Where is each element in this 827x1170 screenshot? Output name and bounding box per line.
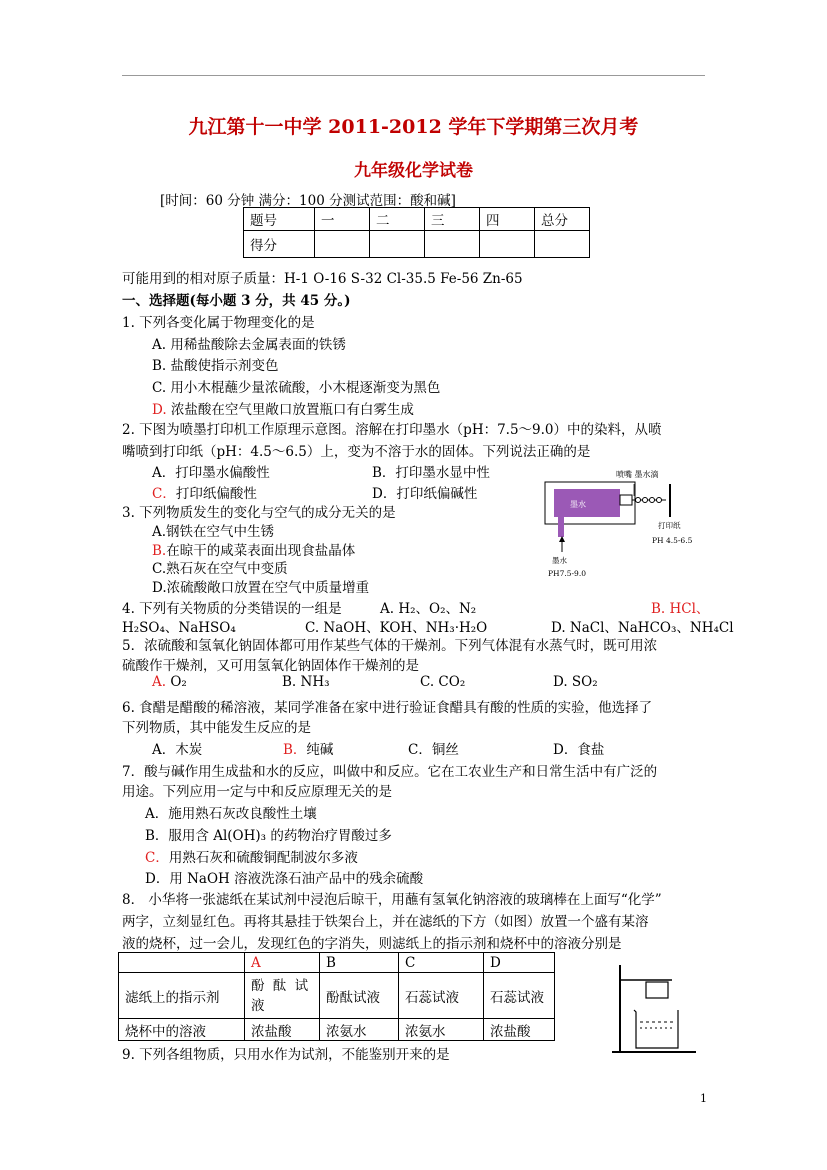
ans-cell: 酚酞试液 — [320, 973, 399, 1019]
score-header: 四 — [480, 208, 535, 231]
score-header: 一 — [315, 208, 370, 231]
nozzle-label: 喷嘴 墨水滴 — [616, 470, 659, 479]
exam-info: [时间：60 分钟 满分：100 分测试范围：酸和碱] — [160, 193, 456, 209]
q2-option-c-text: 打印纸偏酸性 — [175, 486, 257, 502]
ans-cell: 浓氨水 — [320, 1019, 399, 1041]
q1-option-d — [152, 398, 414, 418]
score-header: 三 — [425, 208, 480, 231]
q7-option-d: D．用 NaOH 溶液洗涤石油产品中的残余硫酸 — [145, 871, 424, 887]
q4-option-b: B. HCl、 — [651, 601, 710, 617]
iron-stand-icon — [612, 965, 696, 1052]
q2-stem-line2: 嘴喷到打印纸（pH：4.5～6.5）上，变为不溶于水的固体。下列说法正确的是 — [122, 444, 591, 460]
q3-option-a: A.钢铁在空气中生锈 — [152, 524, 275, 540]
q3-option-b-text: 在晾干的咸菜表面出现食盐晶体 — [166, 543, 356, 559]
q2-option-c — [152, 482, 257, 502]
q5-option-d: D. SO₂ — [553, 674, 598, 690]
q4-option-c: C. NaOH、KOH、NH₃·H₂O — [305, 620, 488, 636]
page-number: 1 — [700, 1092, 707, 1105]
exam-subtitle: 九年级化学试卷 — [354, 161, 473, 181]
q2-stem-line1: 2. 下图为喷墨打印机工作原理示意图。溶解在打印墨水（pH：7.5～9.0）中的染料，从喷 — [122, 422, 662, 438]
q6-option-b-text: 纯碱 — [306, 742, 334, 758]
ans-header — [119, 953, 245, 973]
ans-header: D — [484, 953, 555, 973]
score-cell[interactable] — [425, 231, 480, 258]
score-cell[interactable] — [535, 231, 590, 258]
ans-cell: 石蕊试液 — [484, 973, 555, 1019]
paper-label: 打印纸 — [658, 521, 681, 530]
ans-header: C — [399, 953, 484, 973]
q3-stem: 3. 下列物质发生的变化与空气的成分无关的是 — [122, 505, 396, 521]
filter-paper-icon — [646, 982, 668, 998]
iron-stand-diagram — [606, 960, 701, 1055]
q1-option-c: C. 用小木棍蘸少量浓硫酸，小木棍逐渐变为黑色 — [152, 380, 441, 396]
q7-stem-line1: 7．酸与碱作用生成盐和水的反应，叫做中和反应。它在工农业生产和日常生活中有广泛的 — [122, 764, 658, 780]
ans-cell: 石蕊试液 — [399, 973, 484, 1019]
atomic-masses: 可能用到的相对原子质量：H-1 O-16 S-32 Cl-35.5 Fe-56 Zn-65 — [122, 271, 523, 287]
header-rule — [122, 75, 705, 76]
q8-stem-line1: 8． 小华将一张滤纸在某试剂中浸泡后晾干，用蘸有氢氧化钠溶液的玻璃棒在上面写“化学” — [122, 892, 662, 908]
answer-mark: C． — [152, 486, 176, 502]
q4-option-a: A. H₂、O₂、N₂ — [380, 601, 477, 617]
q5-option-c: C. CO₂ — [420, 674, 466, 690]
score-header: 题号 — [244, 208, 315, 231]
q5-option-a-text: O₂ — [166, 674, 187, 690]
beaker-icon — [634, 1010, 678, 1048]
q8-stem-line2: 两字，立刻显红色。再将其悬挂于铁架台上，并在滤纸的下方（如图）放置一个盛有某溶 — [122, 914, 649, 930]
q7-option-a: A．施用熟石灰改良酸性土壤 — [145, 806, 317, 822]
q1-option-d-text: 浓盐酸在空气里敞口放置瓶口有白雾生成 — [166, 402, 414, 418]
ink-ph-label: PH7.5-9.0 — [548, 569, 586, 578]
score-cell[interactable] — [315, 231, 370, 258]
q1-stem: 1. 下列各变化属于物理变化的是 — [122, 315, 315, 331]
q8-stem-line3: 液的烧杯，过一会儿，发现红色的字消失，则滤纸上的指示剂和烧杯中的溶液分别是 — [122, 936, 622, 952]
ans-cell: 酚 酞 试液 — [245, 973, 320, 1019]
q3-option-d: D.浓硫酸敞口放置在空气中质量增重 — [152, 580, 370, 596]
q7-stem-line2: 用途。下列应用一定与中和反应原理无关的是 — [122, 784, 392, 800]
q1-option-a: A. 用稀盐酸除去金属表面的铁锈 — [152, 337, 346, 353]
score-row-label: 得分 — [244, 231, 315, 258]
q5-stem-line1: 5．浓硫酸和氢氧化钠固体都可用作某些气体的干燥剂。下列气体混有水蒸气时，既可用浓 — [122, 638, 658, 654]
printer-diagram — [540, 462, 710, 582]
q5-option-b: B. NH₃ — [282, 674, 330, 690]
q3-option-c: C.熟石灰在空气中变质 — [152, 561, 288, 577]
q4-option-d: D. NaCl、NaHCO₃、NH₄Cl — [551, 620, 734, 636]
q5-option-a — [152, 674, 187, 690]
ans-header: B — [320, 953, 399, 973]
ans-cell: 浓盐酸 — [245, 1019, 320, 1041]
exam-title: 九江第十一中学 2011-2012 学年下学期第三次月考 — [188, 116, 639, 138]
ink-drops-icon — [632, 498, 666, 503]
score-cell[interactable] — [370, 231, 425, 258]
q4-stem: 4. 下列有关物质的分类错误的一组是 — [122, 601, 342, 617]
answer-mark: B. — [152, 543, 167, 559]
ans-cell: 浓盐酸 — [484, 1019, 555, 1041]
q6-option-a: A．木炭 — [152, 742, 203, 758]
q7-option-c-text: 用熟石灰和硫酸铜配制波尔多液 — [168, 850, 358, 866]
ans-cell: 浓氨水 — [399, 1019, 484, 1041]
section-heading: 一、选择题(每小题 3 分，共 45 分。) — [122, 293, 351, 309]
q6-option-d: D．食盐 — [553, 742, 605, 758]
answer-mark: A. — [152, 674, 167, 690]
score-cell[interactable] — [480, 231, 535, 258]
q2-option-a: A．打印墨水偏酸性 — [152, 465, 270, 481]
q7-option-c — [145, 846, 358, 866]
ink-label: 墨水 — [570, 500, 586, 509]
q2-option-d: D．打印纸偏碱性 — [372, 486, 478, 502]
answer-mark: D. — [152, 402, 167, 418]
score-header: 二 — [370, 208, 425, 231]
ans-header: A — [245, 953, 320, 973]
q8-answer-table — [118, 952, 555, 1041]
score-table — [243, 207, 590, 258]
q1-option-b: B. 盐酸使指示剂变色 — [152, 358, 279, 374]
q6-option-c: C．铜丝 — [408, 742, 459, 758]
score-header: 总分 — [535, 208, 590, 231]
answer-mark: C． — [145, 850, 169, 866]
q3-option-b — [152, 539, 355, 559]
q6-stem-line1: 6. 食醋是醋酸的稀溶液，某同学准备在家中进行验证食醋具有酸的性质的实验，他选择了 — [122, 700, 653, 716]
answer-mark: B． — [283, 742, 307, 758]
ink-cartridge-icon — [545, 482, 635, 552]
q2-option-b: B．打印墨水显中性 — [372, 465, 490, 481]
q6-option-b — [283, 738, 333, 758]
q4-option-b-cont: H₂SO₄、NaHSO₄ — [122, 620, 236, 636]
ink-bottom-label: 墨水 — [552, 556, 567, 565]
paper-ph-label: PH 4.5-6.5 — [652, 536, 693, 545]
ans-row-label: 滤纸上的指示剂 — [119, 973, 245, 1019]
q7-option-b: B．服用含 Al(OH)₃ 的药物治疗胃酸过多 — [145, 828, 392, 844]
q5-stem-line2: 硫酸作干燥剂，又可用氢氧化钠固体作干燥剂的是 — [122, 658, 419, 674]
q6-stem-line2: 下列物质，其中能发生反应的是 — [122, 720, 311, 736]
q9-stem: 9. 下列各组物质，只用水作为试剂，不能鉴别开来的是 — [122, 1047, 450, 1063]
ans-row-label: 烧杯中的溶液 — [119, 1019, 245, 1041]
